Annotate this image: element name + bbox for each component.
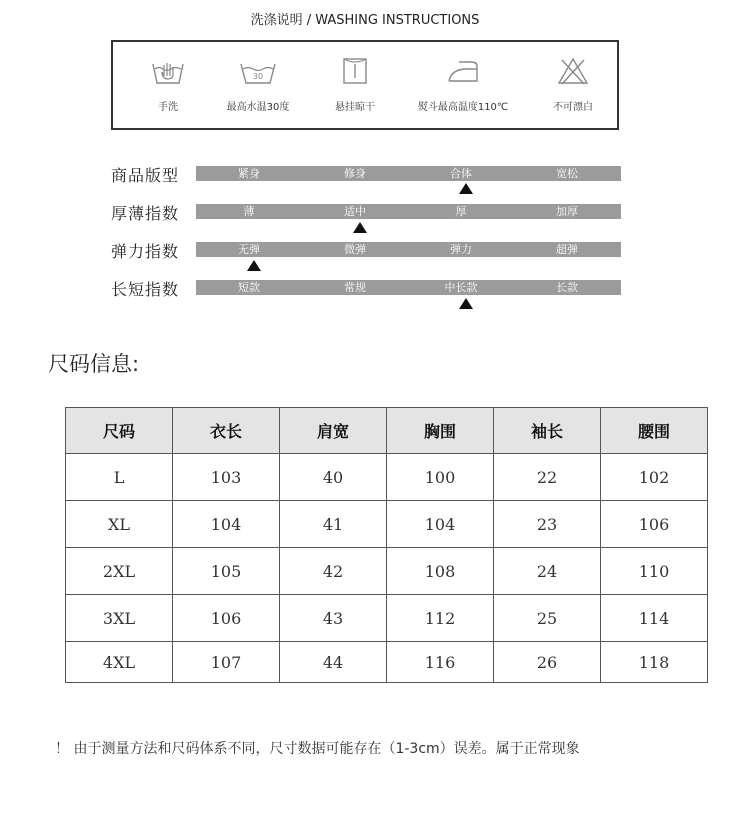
index-label-length: 长短指数	[111, 280, 180, 299]
table-cell: 110	[601, 548, 708, 595]
table-header: 尺码	[66, 408, 173, 454]
index-option: 紧身	[238, 167, 260, 180]
table-cell: 116	[387, 642, 494, 683]
wash-30-icon	[238, 56, 278, 86]
table-cell: L	[66, 454, 173, 501]
index-bar-elasticity	[196, 242, 621, 257]
table-cell: 44	[280, 642, 387, 683]
index-marker	[459, 183, 473, 194]
table-cell: 24	[494, 548, 601, 595]
size-table	[65, 407, 708, 683]
wash-label-hang-dry: 悬挂晾干	[335, 102, 375, 113]
table-cell: 102	[601, 454, 708, 501]
table-row	[66, 454, 708, 501]
table-cell: 3XL	[66, 595, 173, 642]
index-option: 修身	[344, 167, 366, 180]
index-option: 无弹	[238, 243, 260, 256]
table-cell: 42	[280, 548, 387, 595]
wash-label-iron: 熨斗最高温度110℃	[417, 102, 509, 113]
wash-item-iron	[408, 56, 518, 113]
table-cell: 108	[387, 548, 494, 595]
index-bar-fit	[196, 166, 621, 181]
wash-item-no-bleach	[518, 56, 628, 113]
table-cell: 114	[601, 595, 708, 642]
index-option: 弹力	[450, 243, 472, 256]
table-row	[66, 501, 708, 548]
index-option: 常规	[344, 281, 366, 294]
wash-temp-text: 30	[252, 72, 264, 81]
index-option: 宽松	[556, 167, 578, 180]
index-option: 合体	[450, 167, 472, 180]
wash-item-hang-dry	[300, 56, 410, 113]
index-option: 微弹	[344, 243, 366, 256]
wash-label-hand-wash: 手洗	[158, 102, 178, 113]
table-row	[66, 595, 708, 642]
table-cell: 103	[173, 454, 280, 501]
table-cell: 112	[387, 595, 494, 642]
index-option: 加厚	[556, 205, 578, 218]
table-cell: 104	[387, 501, 494, 548]
index-label-fit: 商品版型	[111, 166, 180, 185]
table-cell: 25	[494, 595, 601, 642]
index-label-thickness: 厚薄指数	[111, 204, 180, 223]
index-option: 适中	[344, 205, 366, 218]
washing-title: 洗涤说明 / WASHING INSTRUCTIONS	[250, 13, 480, 28]
table-cell: 43	[280, 595, 387, 642]
index-option: 长款	[556, 281, 578, 294]
wash-label-30: 最高水温30度	[226, 102, 290, 113]
table-cell: 118	[601, 642, 708, 683]
index-option: 超弹	[556, 243, 578, 256]
table-cell: 23	[494, 501, 601, 548]
table-row	[66, 642, 708, 683]
index-option: 短款	[238, 281, 260, 294]
table-cell: 2XL	[66, 548, 173, 595]
washing-panel	[111, 40, 619, 130]
index-label-elasticity: 弹力指数	[111, 242, 180, 261]
table-header: 腰围	[601, 408, 708, 454]
iron-icon	[445, 56, 481, 86]
table-cell: 26	[494, 642, 601, 683]
table-row	[66, 548, 708, 595]
wash-item-30	[203, 56, 313, 113]
no-bleach-icon	[556, 56, 590, 86]
hand-wash-icon	[150, 56, 186, 86]
index-bar-thickness	[196, 204, 621, 219]
table-cell: 104	[173, 501, 280, 548]
table-cell: 106	[173, 595, 280, 642]
index-bar-length	[196, 280, 621, 295]
table-cell: 22	[494, 454, 601, 501]
size-info-title: 尺码信息:	[48, 352, 140, 376]
table-cell: 107	[173, 642, 280, 683]
table-cell: 40	[280, 454, 387, 501]
table-header: 肩宽	[280, 408, 387, 454]
table-cell: 105	[173, 548, 280, 595]
table-cell: 4XL	[66, 642, 173, 683]
table-header: 衣长	[173, 408, 280, 454]
table-cell: 106	[601, 501, 708, 548]
index-option: 厚	[455, 205, 467, 218]
index-option: 中长款	[444, 281, 478, 294]
index-marker	[459, 298, 473, 309]
hang-dry-icon	[340, 56, 370, 86]
table-header: 胸围	[387, 408, 494, 454]
table-cell: XL	[66, 501, 173, 548]
table-cell: 41	[280, 501, 387, 548]
table-header: 袖长	[494, 408, 601, 454]
measurement-footnote: ！ 由于测量方法和尺码体系不同，尺寸数据可能存在（1-3cm）误差。属于正常现象	[55, 741, 580, 757]
index-option: 薄	[243, 205, 255, 218]
wash-label-no-bleach: 不可漂白	[553, 102, 593, 113]
index-marker	[353, 222, 367, 233]
index-marker	[247, 260, 261, 271]
table-cell: 100	[387, 454, 494, 501]
table-header-row	[66, 408, 708, 454]
